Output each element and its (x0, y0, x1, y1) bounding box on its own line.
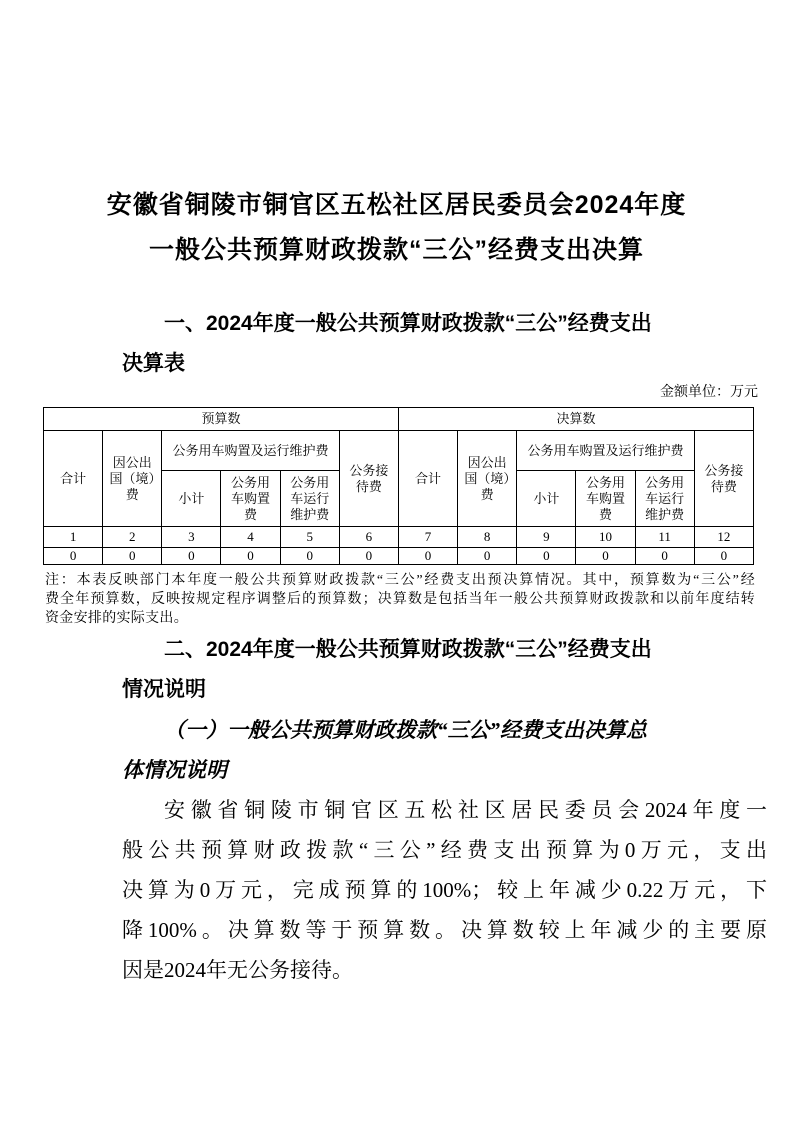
budget-group-header: 预算数 (44, 408, 399, 431)
overview-paragraph-line-2: 般公共预算财政拨款“三公”经费支出预算为0万元，支出 (122, 838, 767, 862)
budget-vehicle-header: 公务用车购置及运行维护费 (162, 431, 339, 471)
value-cell: 0 (339, 548, 398, 565)
column-number-cell: 4 (221, 527, 280, 548)
subsection-1-heading-line-2: 体情况说明 (122, 758, 227, 782)
table-value-row (44, 548, 754, 565)
section-1-heading (122, 304, 767, 384)
final-group-header: 决算数 (398, 408, 753, 431)
overview-paragraph-line-1: 安徽省铜陵市铜官区五松社区居民委员会2024年度一 (164, 798, 767, 822)
column-number-cell: 9 (517, 527, 576, 548)
value-cell: 0 (280, 548, 339, 565)
final-purchase-header: 公务用车购置费 (576, 471, 635, 527)
budget-reception-header: 公务接待费 (339, 431, 398, 527)
column-number-cell: 1 (44, 527, 103, 548)
table-column-number-row (44, 527, 754, 548)
final-subtotal-header: 小计 (517, 471, 576, 527)
column-number-cell: 5 (280, 527, 339, 548)
amount-unit-label: 金额单位：万元 (660, 385, 758, 400)
column-number-cell: 6 (339, 527, 398, 548)
budget-total-header: 合计 (44, 431, 103, 527)
document-title-line-1: 安徽省铜陵市铜官区五松社区居民委员会2024年度 (106, 191, 687, 219)
section-2-heading (122, 630, 767, 710)
document-title (0, 183, 793, 273)
budget-subtotal-header: 小计 (162, 471, 221, 527)
table-footnote-line-1: 注：本表反映部门本年度一般公共预算财政拨款“三公”经费支出预决算情况。其中，预算数为“三公”经 (45, 573, 755, 588)
value-cell: 0 (517, 548, 576, 565)
value-cell: 0 (576, 548, 635, 565)
budget-maintenance-header: 公务用车运行维护费 (280, 471, 339, 527)
column-number-cell: 7 (398, 527, 457, 548)
three-public-expense-table (43, 407, 754, 565)
column-number-cell: 12 (694, 527, 753, 548)
subsection-1-heading-line-1: （一）一般公共预算财政拨款“三公”经费支出决算总 (164, 718, 647, 742)
column-number-cell: 8 (458, 527, 517, 548)
section-1-heading-line-1: 一、2024年度一般公共预算财政拨款“三公”经费支出 (164, 312, 652, 335)
table-footnote-line-2: 费全年预算数，反映按规定程序调整后的预算数；决算数是包括当年一般公共预算财政拨款和以前年度结转 (45, 592, 755, 607)
value-cell: 0 (103, 548, 162, 565)
budget-purchase-header: 公务用车购置费 (221, 471, 280, 527)
final-total-header: 合计 (398, 431, 457, 527)
column-number-cell: 10 (576, 527, 635, 548)
final-vehicle-header: 公务用车购置及运行维护费 (517, 431, 694, 471)
value-cell: 0 (398, 548, 457, 565)
overview-paragraph-line-4: 降100%。决算数等于预算数。决算数较上年减少的主要原 (122, 918, 767, 942)
value-cell: 0 (44, 548, 103, 565)
overview-paragraph-line-3: 决算为0万元，完成预算的100%；较上年减少0.22万元，下 (122, 878, 767, 902)
table-column-header-row (44, 431, 754, 471)
column-number-cell: 3 (162, 527, 221, 548)
table-footnote (45, 571, 755, 628)
section-1-heading-line-2: 决算表 (122, 352, 185, 375)
value-cell: 0 (694, 548, 753, 565)
section-2-heading-line-1: 二、2024年度一般公共预算财政拨款“三公”经费支出 (164, 638, 652, 661)
overview-paragraph-line-5: 因是2024年无公务接待。 (122, 958, 353, 982)
column-number-cell: 11 (635, 527, 694, 548)
value-cell: 0 (162, 548, 221, 565)
value-cell: 0 (221, 548, 280, 565)
final-abroad-header: 因公出国（境）费 (458, 431, 517, 527)
subsection-1-heading (122, 710, 767, 790)
value-cell: 0 (458, 548, 517, 565)
overview-paragraph (122, 790, 767, 990)
table-group-header-row (44, 408, 754, 431)
final-reception-header: 公务接待费 (694, 431, 753, 527)
value-cell: 0 (635, 548, 694, 565)
section-2-heading-line-2: 情况说明 (122, 678, 206, 701)
column-number-cell: 2 (103, 527, 162, 548)
final-maintenance-header: 公务用车运行维护费 (635, 471, 694, 527)
table-footnote-line-3: 资金安排的实际支出。 (45, 611, 188, 626)
document-title-line-2: 一般公共预算财政拨款“三公”经费支出决算 (148, 236, 644, 264)
budget-abroad-header: 因公出国（境）费 (103, 431, 162, 527)
